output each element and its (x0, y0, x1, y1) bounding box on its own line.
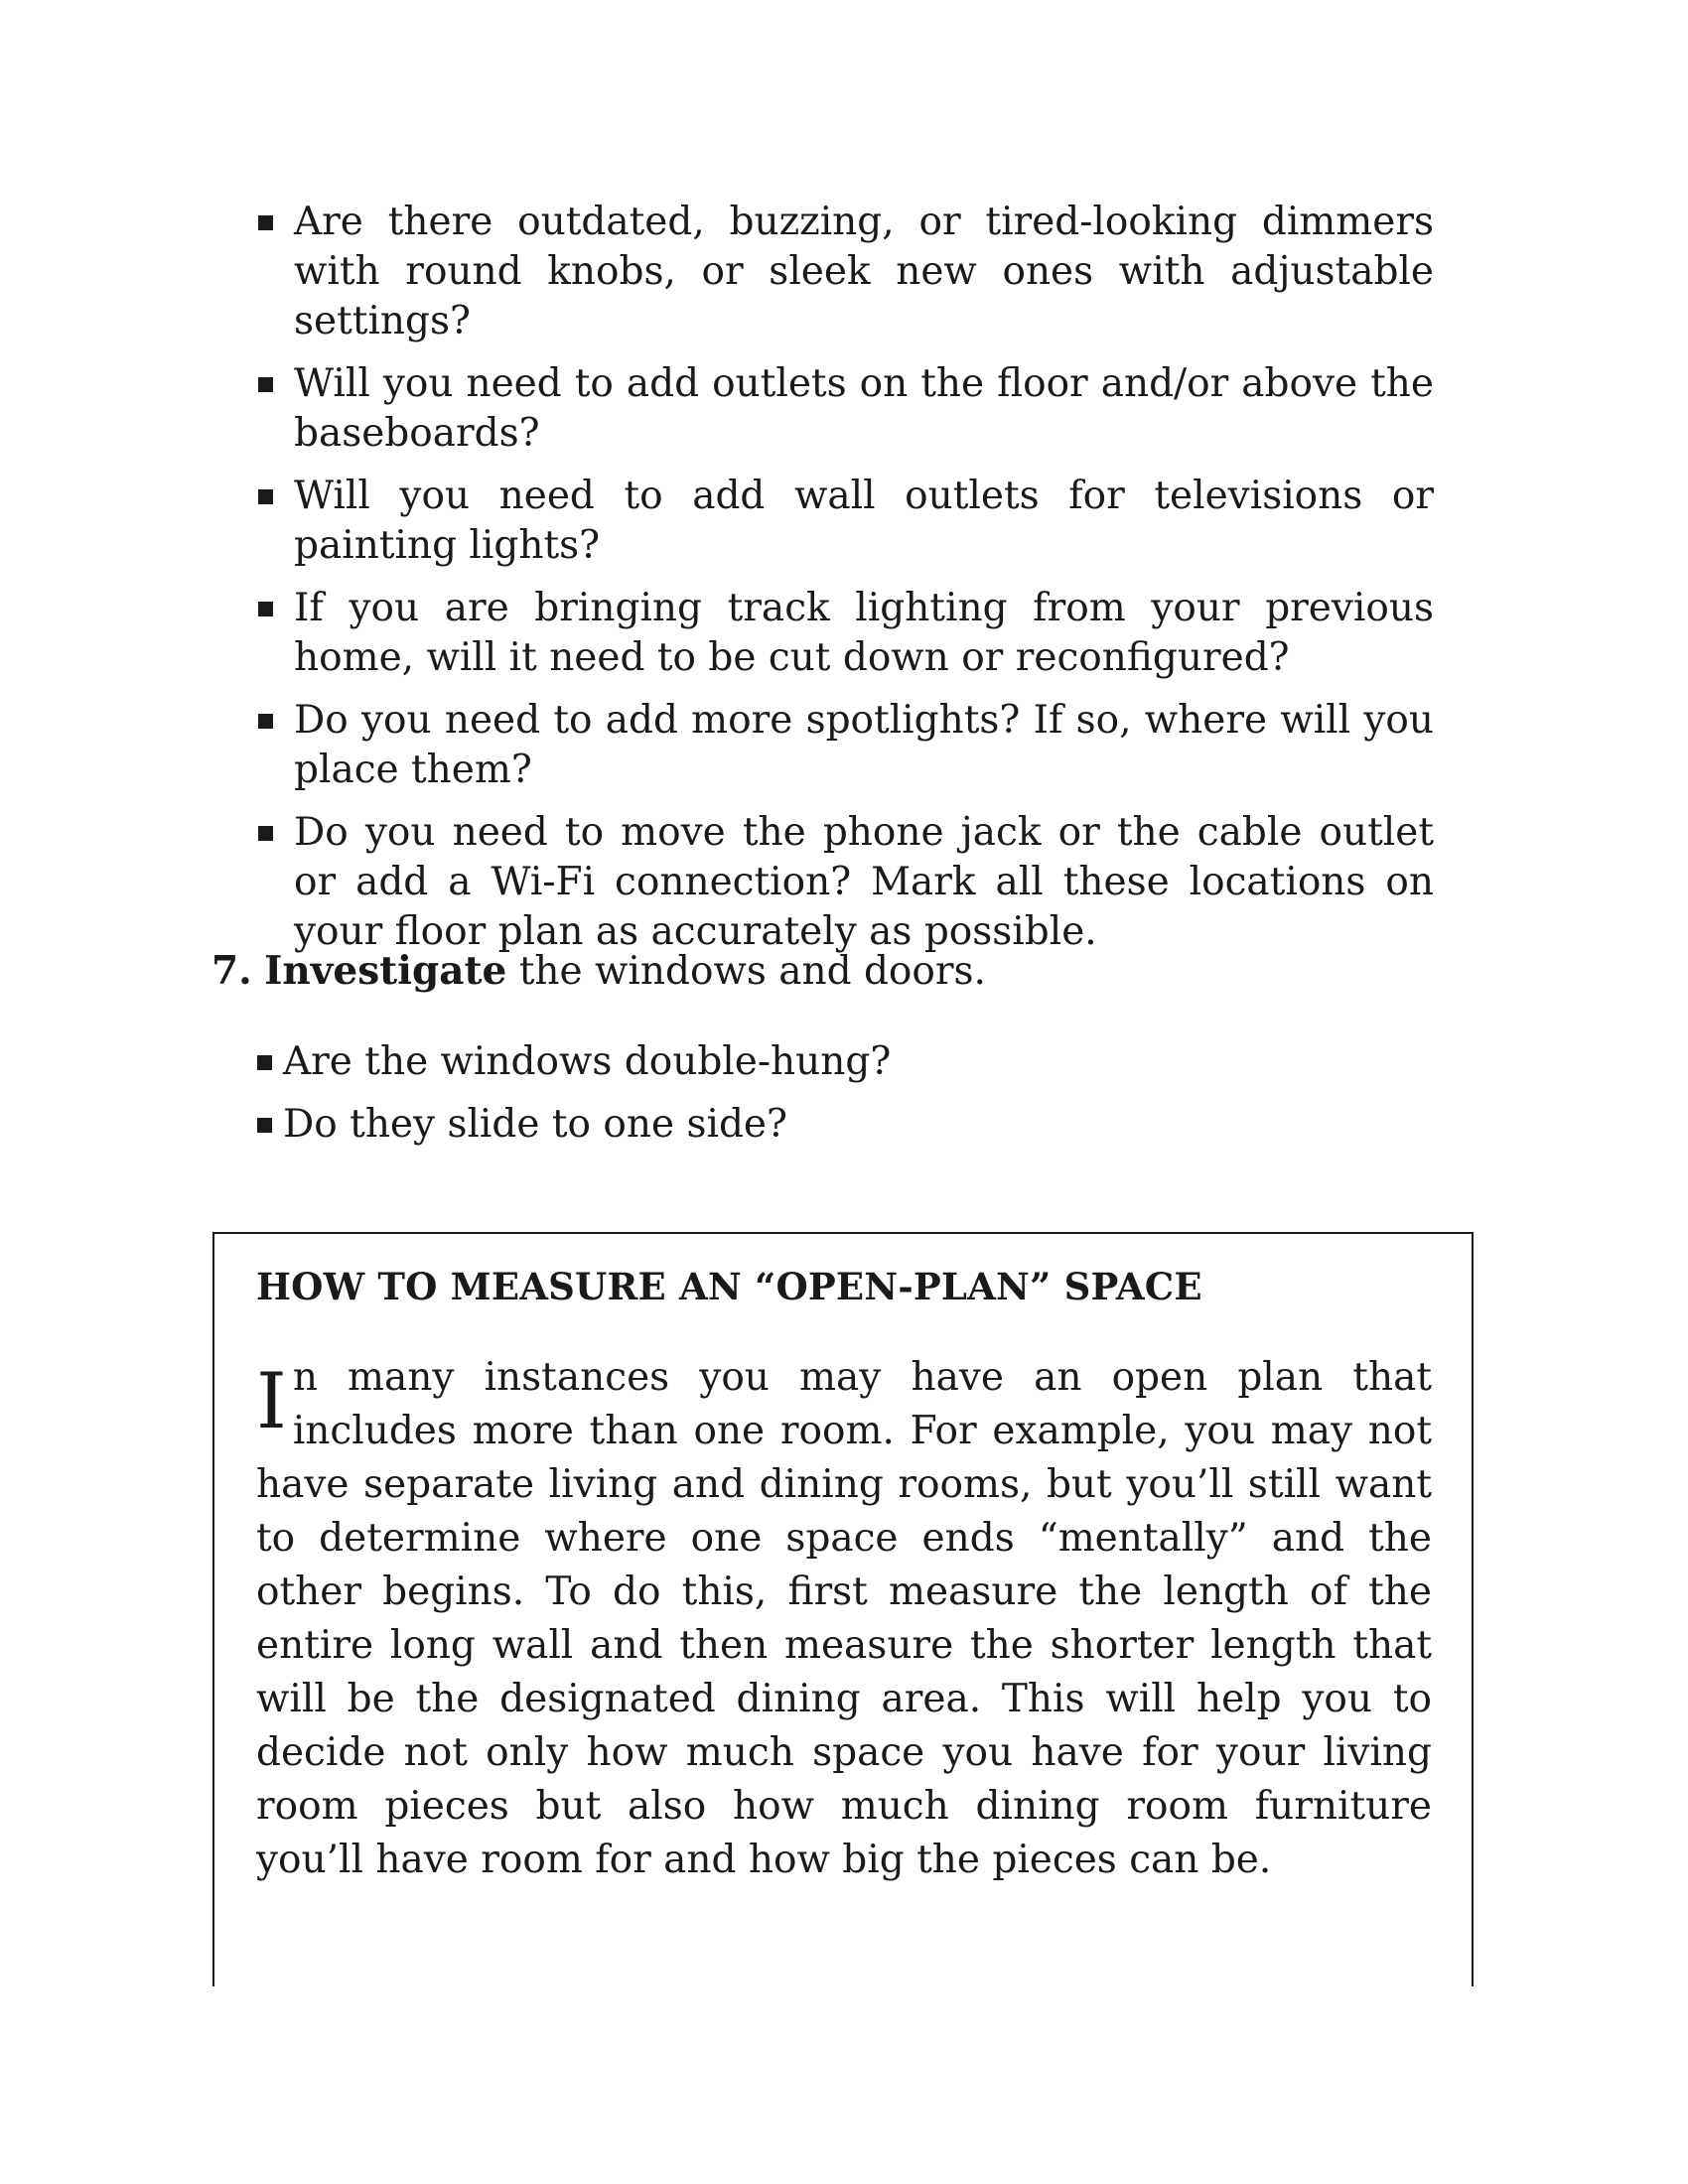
open-plan-sidebar (212, 1232, 1474, 1986)
step-7 (211, 946, 986, 997)
list-item: Do you need to move the phone jack or the cable outlet or add a Wi-Fi connection? Mark all these locations on your floor plan as accurately as possible. (256, 808, 1434, 957)
window-questions-list (256, 1037, 951, 1162)
list-item: Will you need to add outlets on the floor and/or above the baseboards? (256, 359, 1434, 459)
list-item: Do they slide to one side? (256, 1100, 951, 1150)
sidebar-title: HOW TO MEASURE AN “OPEN-PLAN” SPACE (256, 1265, 1202, 1308)
list-item: Do you need to add more spotlights? If so, where will you place them? (256, 696, 1434, 795)
sidebar-text: n many instances you may have an open plan that includes more than one room. For example, you may not have separate living and dining rooms, but you’ll still want to determine where one space ends “mentally” and the other begins. To do this, first measure the length of the entire long wall and then measure the shorter length that will be the designated dining area. This will help you to decide not only how much space you have for your living room pieces but also how much dining room furniture you’ll have room for and how big the pieces can be. (256, 1355, 1432, 1882)
list-item: Will you need to add wall outlets for televisions or painting lights? (256, 472, 1434, 571)
drop-cap: I (256, 1357, 287, 1446)
step-lead-word: Investigate (264, 948, 507, 994)
list-item: Are the windows double-hung? (256, 1037, 951, 1087)
step-text: the windows and doors. (506, 949, 986, 994)
list-item: Are there outdated, buzzing, or tired-looking dimmers with round knobs, or sleek new ones with adjustable settings? (256, 198, 1434, 346)
step-number: 7. (211, 948, 252, 994)
sidebar-paragraph (256, 1351, 1432, 1887)
wiring-questions-list (256, 198, 1434, 970)
list-item: If you are bringing track lighting from your previous home, will it need to be cut down or reconfigured? (256, 584, 1434, 683)
